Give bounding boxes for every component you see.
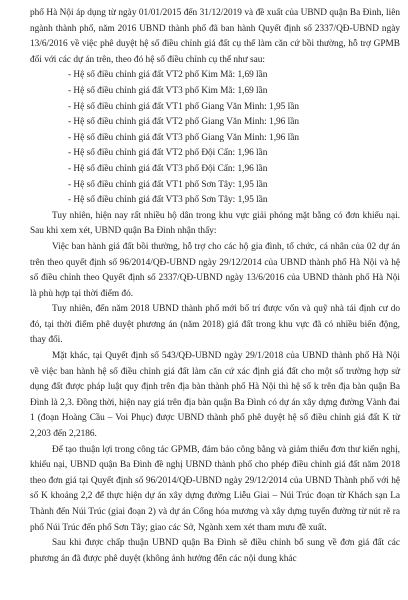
list-item: - Hệ số điều chỉnh giá đất VT2 phố Giang Văn Minh: 1,96 lần <box>68 117 300 128</box>
list-item: - Hệ số điều chỉnh giá đất VT3 phố Đội Cấn: 1,96 lần <box>68 163 268 174</box>
paragraph-complaints: Tuy nhiên, hiện nay rất nhiều hộ dân trong khu vực giải phóng mặt bằng có đơn khiếu nại. Sau khi xem xét, UBND quận Ba Đình nhận thấy: <box>30 210 400 237</box>
paragraph-coefficient: Mặt khác, tại Quyết định số 543/QĐ-UBND ngày 29/1/2018 của UBND thành phố Hà Nội về việc ban hành hệ số điều chỉnh giá đất làm căn cứ xác định giá đất cho một số trường hợp sử dụng đất được pháp luật quy định trên địa bàn thành phố Hà Nội thì hệ số k trên địa bàn quận Ba Đình là 2,3. Đồng thời, hiện nay giá trên địa bàn quận Ba Đình có dự án xây dựng đường Vành đai 1 (đoạn Hoàng Cầu – Voi Phục) được UBND thành phố phê duyệt hệ số điều chỉnh giá đất K từ 2,203 đến 2,2186. <box>30 351 400 440</box>
paragraph-after-approval: Sau khi được chấp thuận UBND quận Ba Đình sẽ điều chỉnh bổ sung về đơn giá đất các phương án đã được phê duyệt (không ảnh hưởng đến các nội dung khác <box>30 538 400 564</box>
list-item: - Hệ số điều chỉnh giá đất VT3 phố Kim Mã: 1,69 lần <box>68 85 268 96</box>
list-item: - Hệ số điều chỉnh giá đất VT2 phố Đội Cấn: 1,96 lần <box>68 148 268 159</box>
list-item: - Hệ số điều chỉnh giá đất VT2 phố Kim Mã: 1,69 lần <box>68 70 268 81</box>
paragraph-intro: phố Hà Nội áp dụng từ ngày 01/01/2015 đến 31/12/2019 và đề xuất của UBND quận Ba Đình, liên ngành thành phố, năm 2016 UBND thành phố đã ban hành Quyết định số 2337/QĐ-UBND ngày 13/6/2016 về việc phê duyệt hệ số điều chỉnh giá đất cụ thể làm căn cứ bồi thường, hỗ trợ GPMB đối với các dự án trên, theo đó hệ số điều chỉnh cụ thể như sau: <box>30 8 400 65</box>
list-item: - Hệ số điều chỉnh giá đất VT1 phố Giang Văn Minh: 1,95 lần <box>68 101 300 112</box>
list-item: - Hệ số điều chỉnh giá đất VT1 phố Sơn Tây: 1,95 lần <box>68 179 268 190</box>
list-item: - Hệ số điều chỉnh giá đất VT3 phố Giang Văn Minh: 1,96 lần <box>68 132 300 143</box>
list-item: - Hệ số điều chỉnh giá đất VT3 phố Sơn Tây: 1,95 lần <box>68 195 268 206</box>
coefficient-list <box>30 68 400 208</box>
paragraph-decision: Việc ban hành giá đất bồi thường, hỗ trợ cho các hộ gia đình, tổ chức, cá nhân của 02 dự án trên theo quyết định số 96/2014/QĐ-UBND ngày 29/12/2014 của UBND thành phố Hà Nội và hệ số điều chỉnh theo Quyết định số 2337/QĐ-UBND ngày 13/6/2016 của UBND thành phố Hà Nội là phù hợp tại thời điểm đó. <box>30 241 400 299</box>
paragraph-proposal: Để tạo thuận lợi trong công tác GPMB, đảm bảo công bằng và giảm thiểu đơn thư kiến nghị, khiếu nại, UBND quận Ba Đình đề nghị UBND thành phố cho phép điều chỉnh giá đất năm 2018 theo đơn giá tại Quyết định số 96/2014/QĐ-UBND ngày 29/12/2014 của UBND Thành phố với hệ số K khoảng 2,2 để thực hiện dự án xây dựng đường Liễu Giai – Núi Trúc đoạn từ Khách sạn La Thành đến Núi Trúc (giai đoạn 2) và dự án Cống hóa mương và xây dựng tuyến đường từ nút rẽ ra phố Núi Trúc đến phố Sơn Tây; giao các Sở, Ngành xem xét tham mưu đề xuất. <box>30 444 400 533</box>
paragraph-2018: Tuy nhiên, đến năm 2018 UBND thành phố mới bố trí được vốn và quỹ nhà tái định cư do đó, tại thời điểm phê duyệt phương án (năm 2018) giá đất trong khu vực đã có nhiều biến động, thay đổi. <box>30 304 400 346</box>
